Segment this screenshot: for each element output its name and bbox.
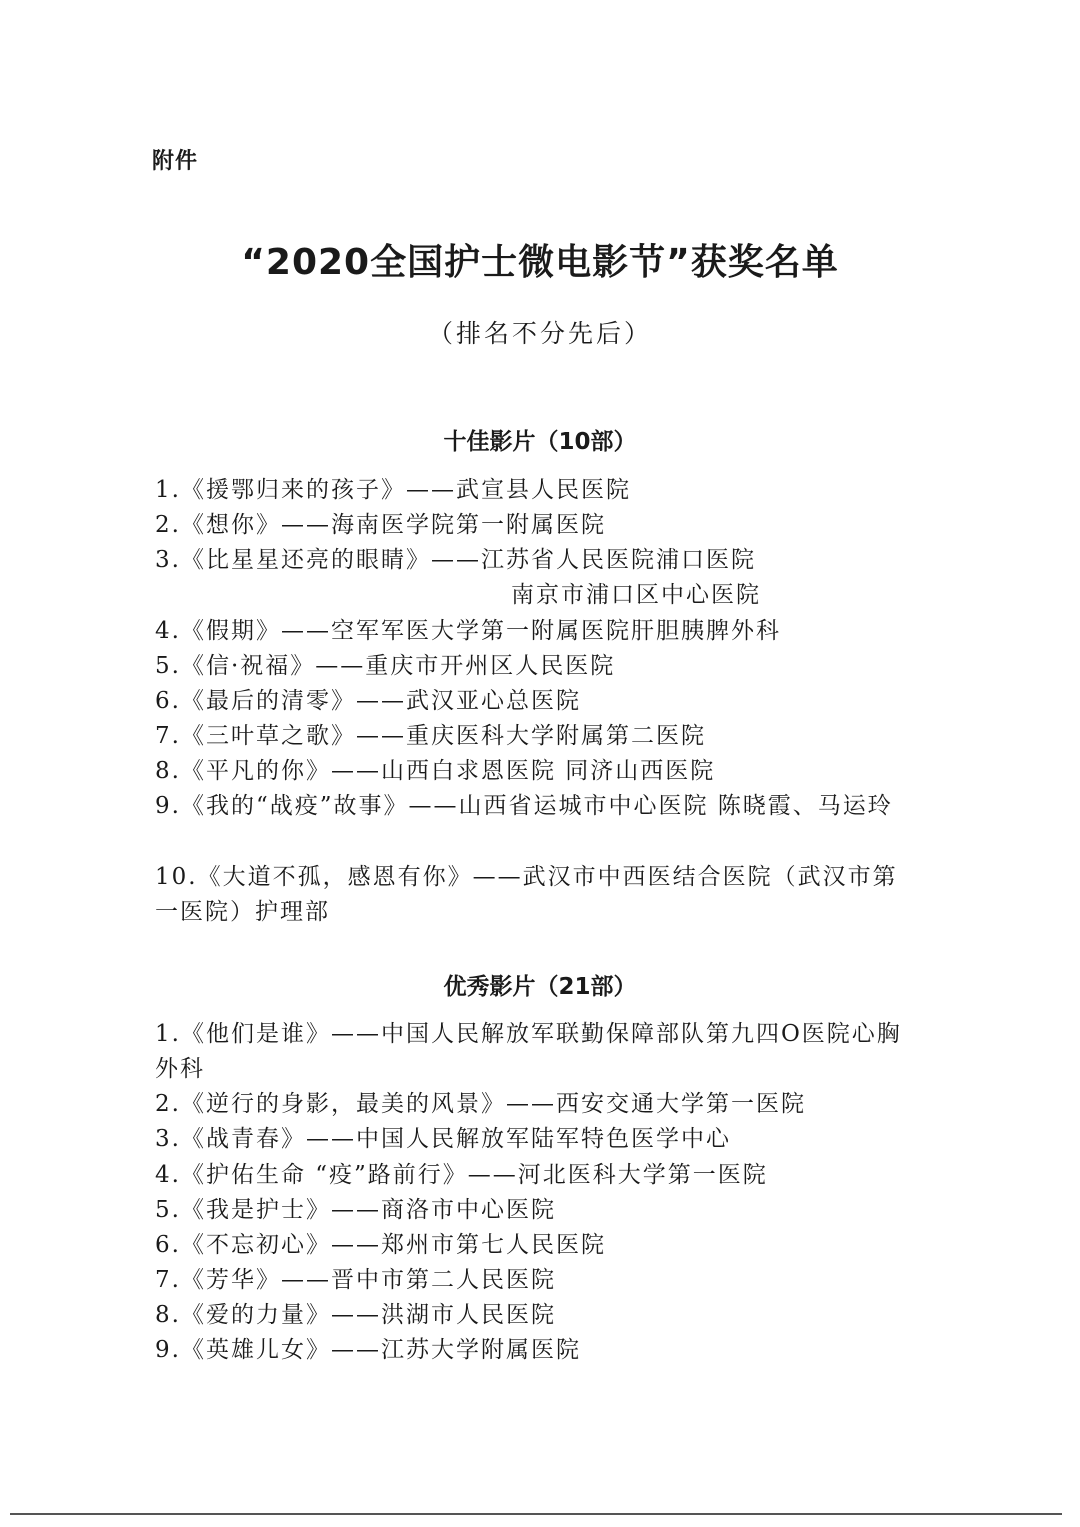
list-item: 10.《大道不孤，感恩有你》——武汉市中西医结合医院（武汉市第一医院）护理部 [155,864,898,925]
list-item-continuation-text: 南京市浦口区中心医院 [511,582,761,608]
list-item: 6.《最后的清零》——武汉亚心总医院 [155,688,581,714]
list-item: 4.《假期》——空军军医大学第一附属医院肝胆胰脾外科 [155,618,781,644]
list-item: 7.《三叶草之歌》——重庆医科大学附属第二医院 [155,723,706,749]
list-item: 3.《战青春》——中国人民解放军陆军特色医学中心 [155,1126,731,1152]
attachment-label: 附件 [152,149,199,174]
list-item: 2.《想你》——海南医学院第一附属医院 [155,512,606,538]
list-item: 1.《他们是谁》——中国人民解放军联勤保障部队第九四O医院心胸外科 [155,1021,902,1082]
list-item: 5.《我是护士》——商洛市中心医院 [155,1197,556,1223]
document-title: “2020全国护士微电影节”获奖名单 [241,242,839,283]
list-item: 1.《援鄂归来的孩子》——武宣县人民医院 [155,477,631,503]
list-item: 3.《比星星还亮的眼睛》——江苏省人民医院浦口医院 [155,547,756,573]
list-item: 8.《爱的力量》——洪湖市人民医院 [155,1302,556,1328]
document-subtitle: （排名不分先后） [427,319,652,348]
list-item: 9.《英雄儿女》——江苏大学附属医院 [155,1337,581,1363]
section-heading-top-ten: 十佳影片（10部） [443,429,637,455]
list-item: 8.《平凡的你》——山西白求恩医院 同济山西医院 [155,758,716,784]
list-item: 7.《芳华》——晋中市第二人民医院 [155,1267,556,1293]
page-bottom-edge [10,1513,1062,1515]
list-item: 6.《不忘初心》——郑州市第七人民医院 [155,1232,606,1258]
list-item: 2.《逆行的身影，最美的风景》——西安交通大学第一医院 [155,1091,806,1117]
section-heading-excellent: 优秀影片（21部） [443,974,637,1000]
list-item: 5.《信·祝福》——重庆市开州区人民医院 [155,653,616,679]
list-item: 9.《我的“战疫”故事》——山西省运城市中心医院 陈晓霞、马运玲 [155,793,893,819]
list-item: 4.《护佑生命 “疫”路前行》——河北医科大学第一医院 [155,1162,768,1188]
list-item-continuation [155,578,915,613]
